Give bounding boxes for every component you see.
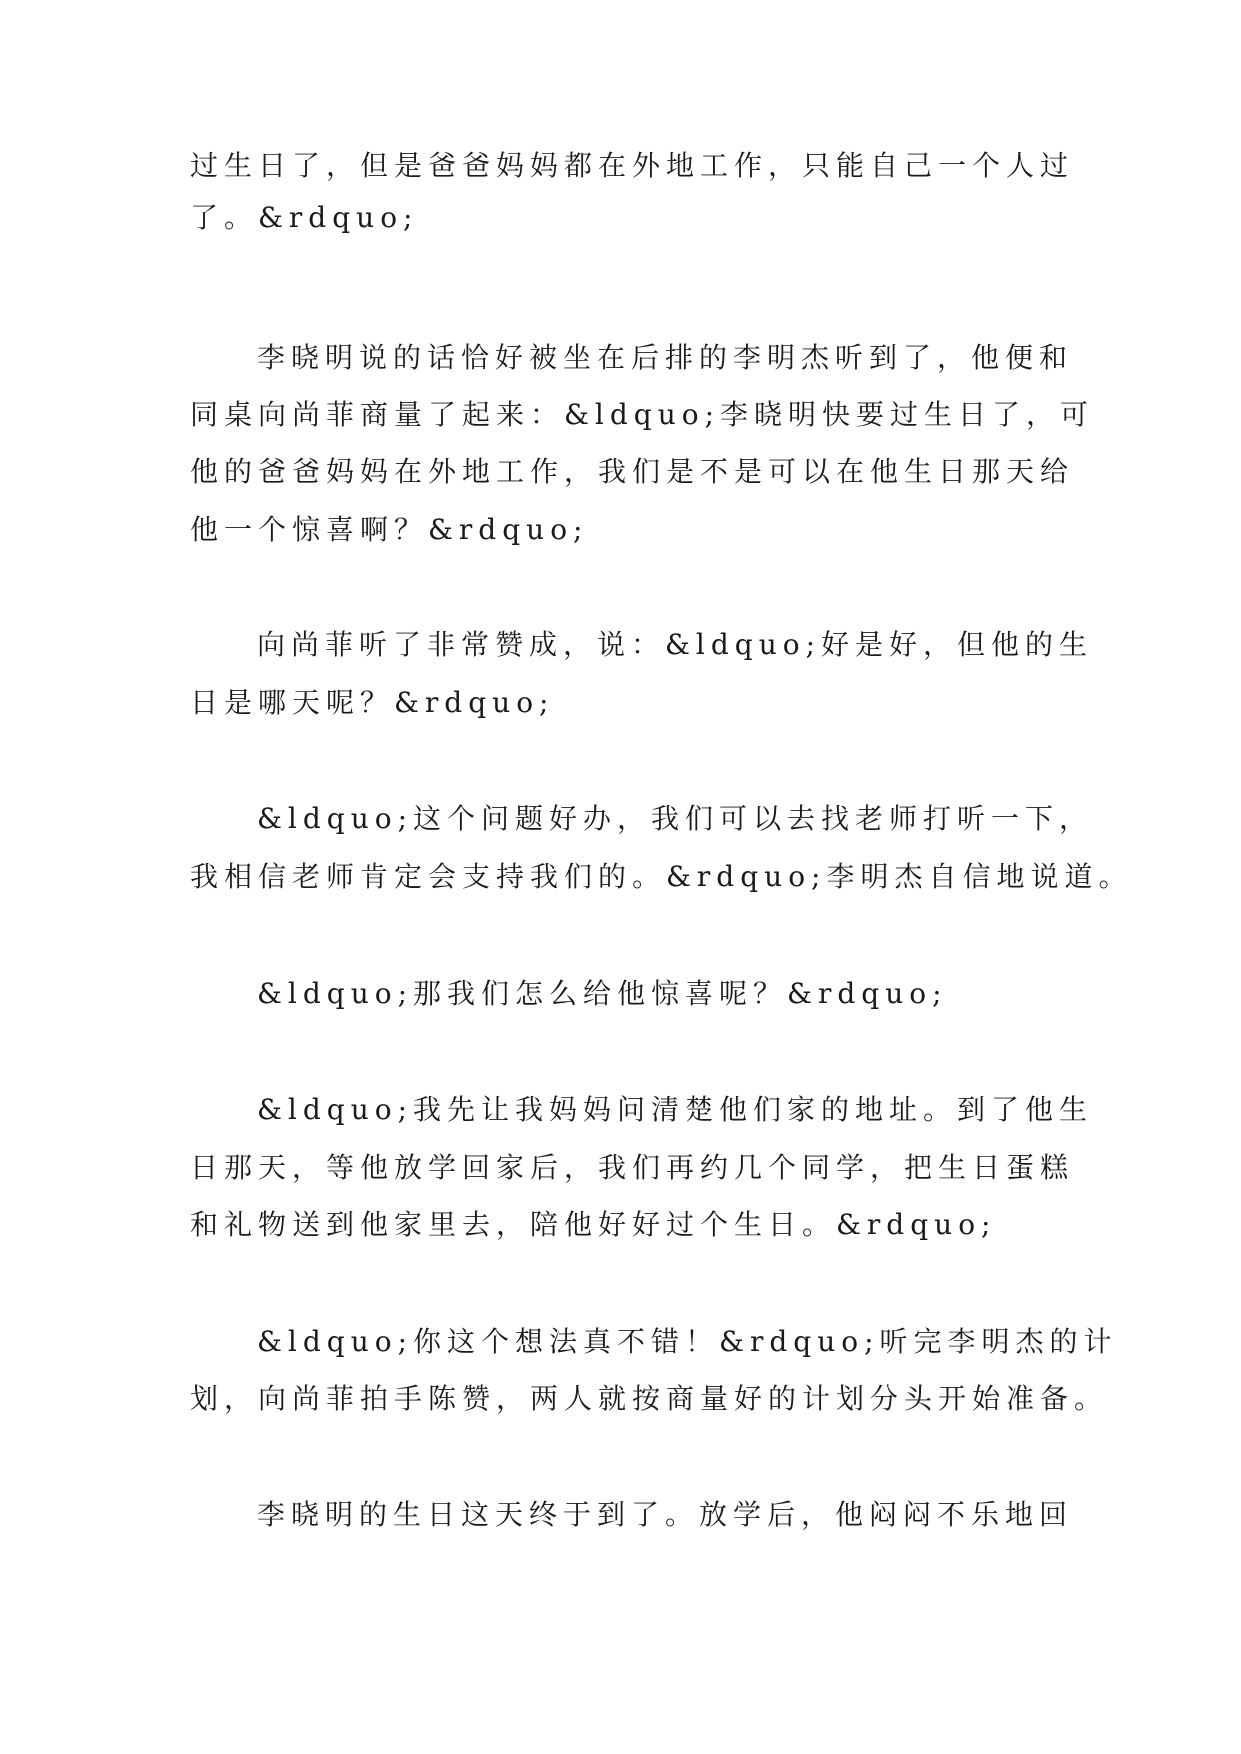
- paragraph-start-line: &ldquo;我先让我妈妈问清楚他们家的地址。到了他生: [257, 1093, 1094, 1126]
- text-line: 同桌向尚菲商量了起来：&ldquo;李晓明快要过生日了，可: [190, 398, 1095, 431]
- paragraph-start-line: &ldquo;这个问题好办，我们可以去找老师打听一下，: [257, 802, 1094, 835]
- paragraph-start-line: &ldquo;那我们怎么给他惊喜呢？&rdquo;: [257, 977, 948, 1010]
- text-line: 他的爸爸妈妈在外地工作，我们是不是可以在他生日那天给: [190, 455, 1075, 488]
- text-line: 我相信老师肯定会支持我们的。&rdquo;李明杰自信地说道。: [190, 860, 1133, 893]
- text-line: 和礼物送到他家里去，陪他好好过个生日。&rdquo;: [190, 1208, 997, 1241]
- text-line: 他一个惊喜啊？&rdquo;: [190, 513, 589, 546]
- text-line: 日是哪天呢？&rdquo;: [190, 686, 555, 719]
- paragraph-start-line: 李晓明的生日这天终于到了。放学后，他闷闷不乐地回: [257, 1498, 1074, 1531]
- text-line: 了。&rdquo;: [190, 201, 419, 234]
- paragraph-start-line: 李晓明说的话恰好被坐在后排的李明杰听到了，他便和: [257, 341, 1074, 374]
- text-line: 日那天，等他放学回家后，我们再约几个同学，把生日蛋糕: [190, 1151, 1075, 1184]
- paragraph-start-line: 向尚菲听了非常赞成，说：&ldquo;好是好，但他的生: [257, 628, 1094, 661]
- text-line: 过生日了，但是爸爸妈妈都在外地工作，只能自己一个人过: [190, 149, 1075, 182]
- paragraph-start-line: &ldquo;你这个想法真不错！&rdquo;听完李明杰的计: [257, 1325, 1118, 1358]
- text-line: 划，向尚菲拍手陈赞，两人就按商量好的计划分头开始准备。: [190, 1382, 1109, 1415]
